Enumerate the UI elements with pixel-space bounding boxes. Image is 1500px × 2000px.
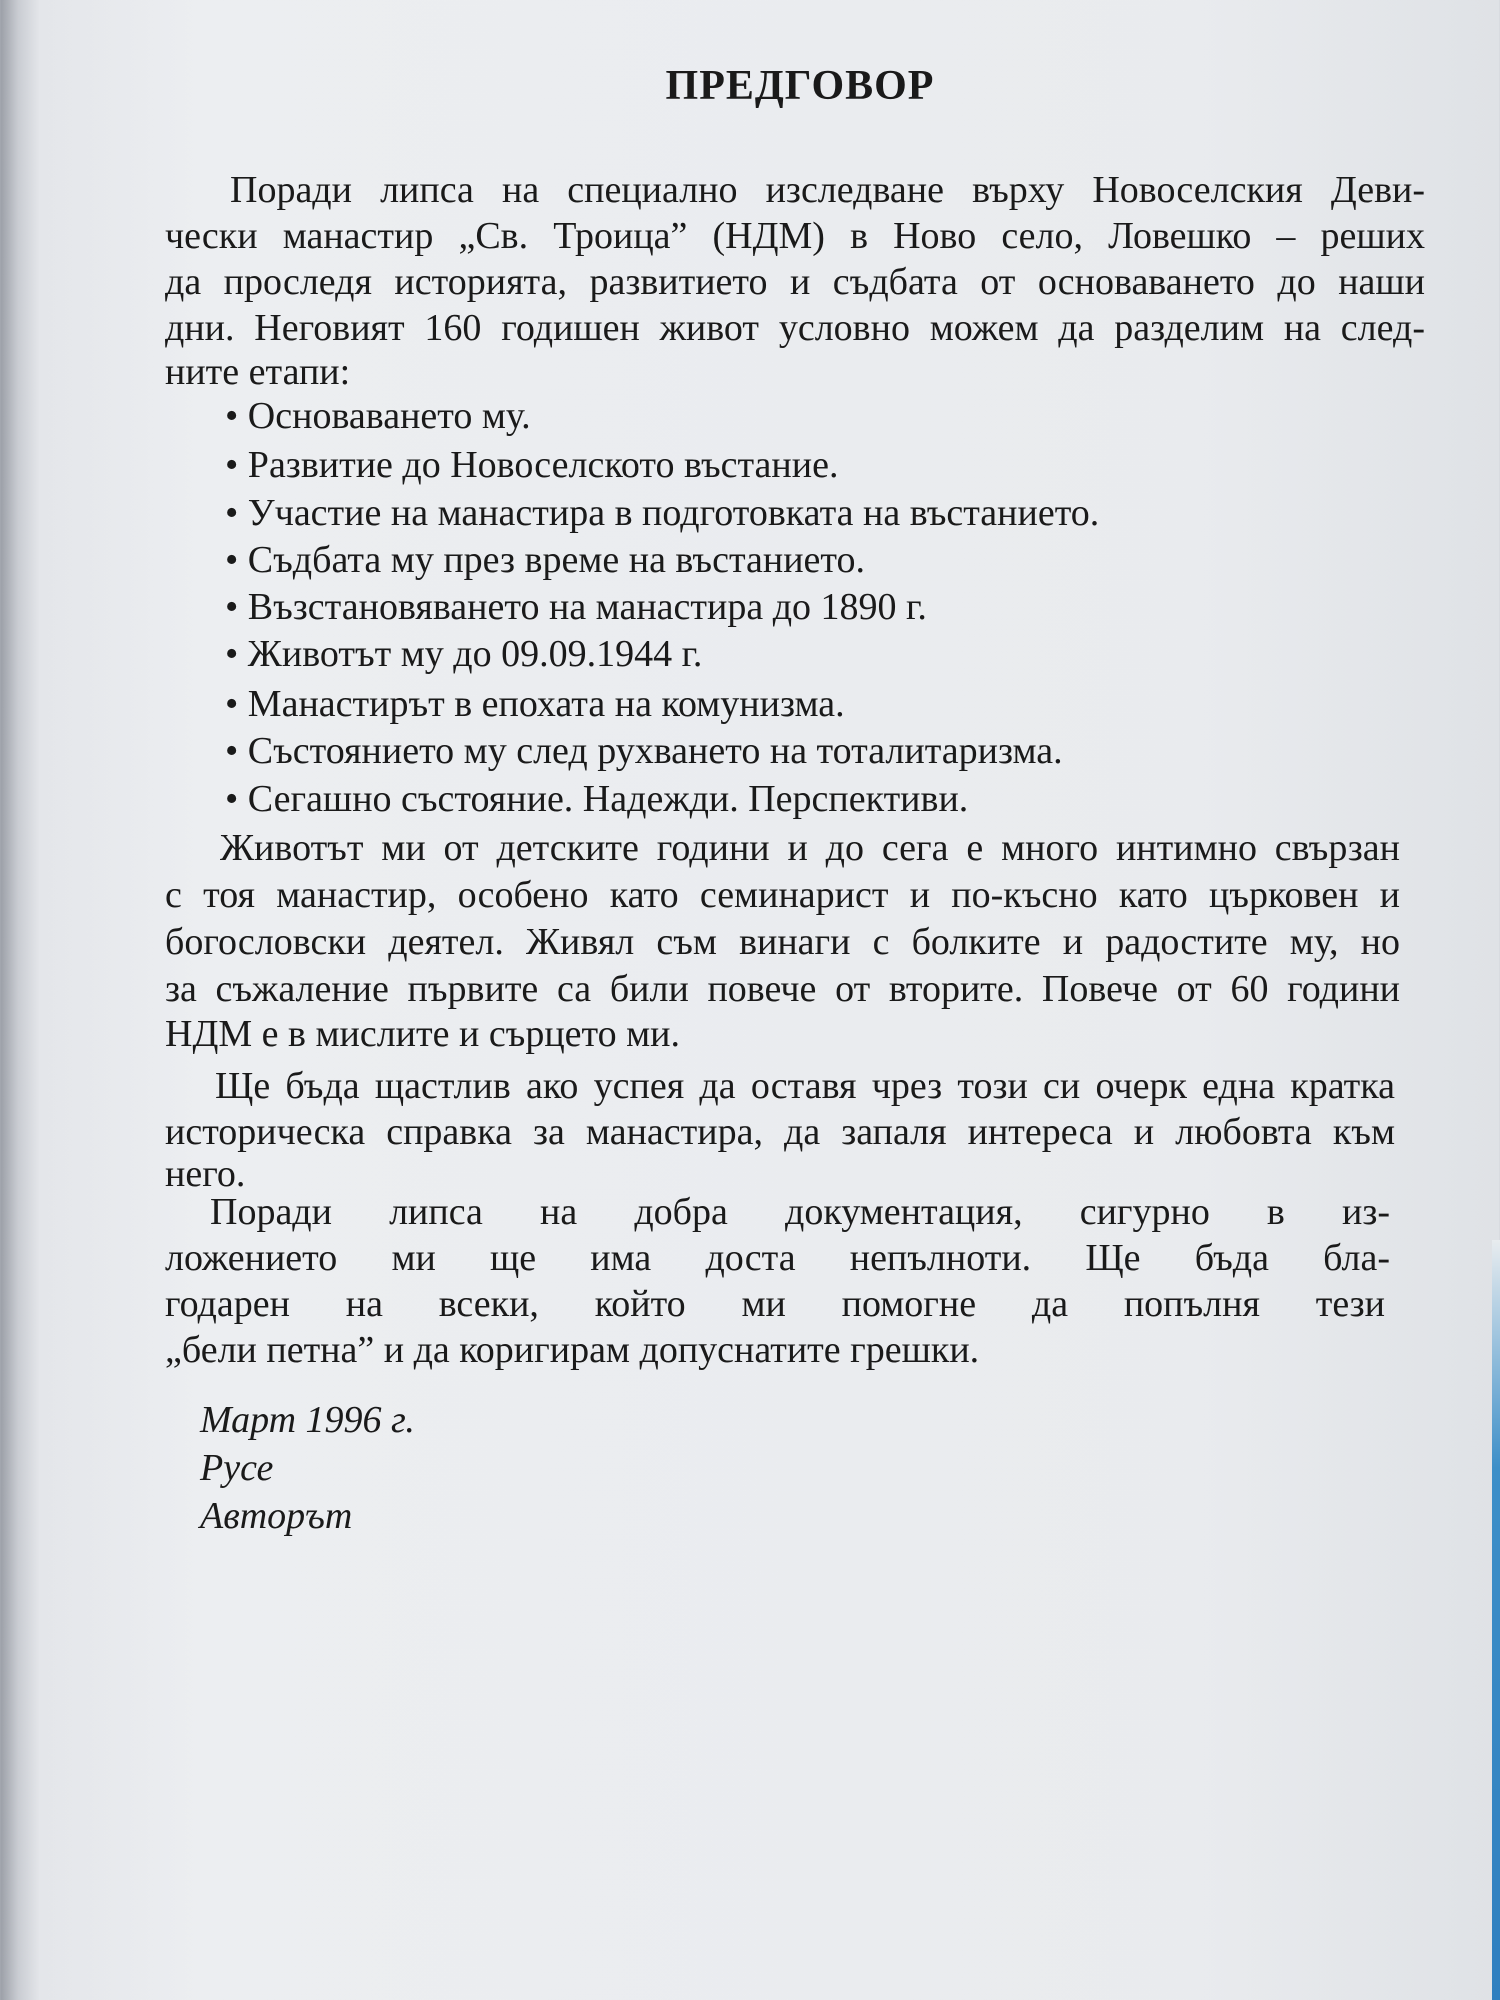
- text-line: него.: [165, 1153, 246, 1195]
- list-item: • Участие на манастира в подготовката на въстанието.: [225, 492, 1100, 534]
- list-item: • Манастирът в епохата на комунизма.: [225, 683, 845, 725]
- signature-place: Русе: [200, 1447, 274, 1489]
- text-line: чески манастир „Св. Троица” (НДМ) в Ново село, Ловешко – реших: [165, 215, 1425, 257]
- text-line: НДМ е в мислите и сърцето ми.: [165, 1013, 681, 1055]
- list-item: • Основаването му.: [225, 395, 531, 437]
- signature-author: Авторът: [200, 1495, 353, 1537]
- list-item: • Състоянието му след рухването на тоталитаризма.: [225, 730, 1063, 772]
- text-line: Поради липса на специално изследване върху Новоселския Деви-: [230, 169, 1425, 211]
- text-line: ните етапи:: [165, 351, 351, 393]
- text-line: богословски деятел. Живял съм винаги с болките и радостите му, но: [165, 921, 1400, 963]
- list-item: • Сегашно състояние. Надежди. Перспективи.: [225, 778, 969, 820]
- book-edge: [1492, 1240, 1500, 2000]
- text-line: дни. Неговият 160 годишен живот условно можем да разделим на след-: [165, 307, 1425, 349]
- text-line: историческа справка за манастира, да запаля интереса и любовта към: [165, 1111, 1395, 1153]
- text-line: Поради липса на добра документация, сигурно в из-: [210, 1191, 1390, 1233]
- text-line: годарен на всеки, който ми помогне да попълня тези: [165, 1283, 1385, 1325]
- list-item: • Възстановяването на манастира до 1890 г.: [225, 586, 927, 628]
- text-line: да проследя историята, развитието и съдбата от основаването до наши: [165, 261, 1425, 303]
- page-title: ПРЕДГОВОР: [665, 63, 935, 109]
- text-line: за съжаление първите са били повече от вторите. Повече от 60 години: [165, 968, 1400, 1010]
- list-item: • Животът му до 09.09.1944 г.: [225, 633, 703, 675]
- text-line: ложението ми ще има доста непълноти. Ще бъда бла-: [165, 1237, 1390, 1279]
- list-item: • Развитие до Новоселското въстание.: [225, 444, 839, 486]
- text-line: Животът ми от детските години и до сега е много интимно свързан: [220, 827, 1400, 869]
- list-item: • Съдбата му през време на въстанието.: [225, 539, 866, 581]
- text-line: „бели петна” и да коригирам допуснатите грешки.: [165, 1329, 980, 1371]
- text-line: Ще бъда щастлив ако успея да оставя чрез този си очерк една кратка: [215, 1065, 1395, 1107]
- text-line: с тоя манастир, особено като семинарист и по-късно като църковен и: [165, 874, 1400, 916]
- signature-date: Март 1996 г.: [200, 1399, 415, 1441]
